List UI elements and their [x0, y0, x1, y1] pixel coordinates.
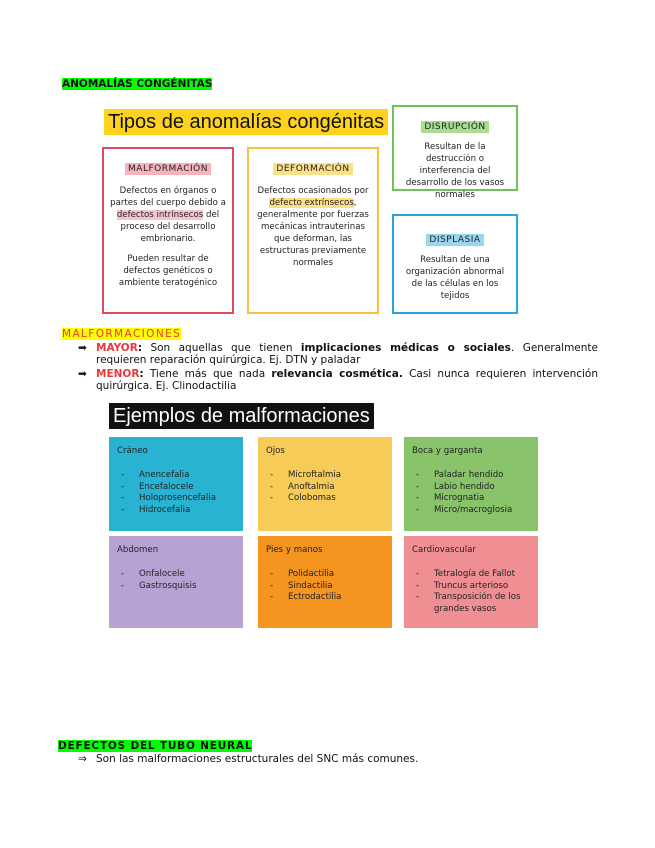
box-title: DISPLASIA	[426, 234, 483, 246]
box-title: DISRUPCIÓN	[421, 121, 488, 133]
cell-title: Pies y manos	[266, 545, 323, 555]
box-text: Pueden resultar de defectos genéticos o ambiente teratogénico	[118, 254, 218, 288]
list-item: - Transposición de los grandes vasos	[412, 592, 530, 616]
box-title: DEFORMACIÓN	[273, 163, 352, 175]
section-heading-tubo-neural: DEFECTOS DEL TUBO NEURAL	[58, 740, 253, 752]
arrow-icon: ➡	[78, 368, 87, 380]
box-text: Resultan de una organización abnormal de las células en los tejidos	[405, 255, 505, 301]
cell-abdomen	[109, 536, 243, 628]
section-heading-anomalias: ANOMALÍAS CONGÉNITAS	[62, 78, 213, 90]
list-item: - Micrognatia	[412, 493, 530, 505]
list-item: - Sindactilia	[266, 581, 384, 593]
list-item: - Gastrosquisis	[117, 581, 235, 593]
bullet-menor: ➡ MENOR: Tiene más que nada relevancia cosmética. Casi nunca requieren intervención quirúrgica. Ej. Clinodactilia	[78, 368, 599, 392]
figure-ejemplos-malformaciones	[106, 402, 538, 634]
list-item: - Tetralogía de Fallot	[412, 569, 530, 581]
section-heading-malformaciones: MALFORMACIONES	[62, 328, 182, 340]
box-text: Resultan de la destrucción o interferencia del desarrollo de los vasos normales	[405, 142, 505, 200]
box-text: Defectos ocasionados por defecto extrínsecos, generalmente por fuerzas mecánicas intrauterinas que deforman, las estructuras previamente normales	[257, 186, 369, 268]
cell-pies-manos	[258, 536, 392, 628]
list-item: - Truncus arterioso	[412, 581, 530, 593]
list-item: - Holoprosencefalia	[117, 493, 235, 505]
list-item: - Labio hendido	[412, 482, 530, 494]
bullet-tubo-neural: ⇒ Son las malformaciones estructurales del SNC más comunes.	[78, 753, 419, 765]
cell-title: Cardiovascular	[412, 545, 476, 555]
figure-title: Ejemplos de malformaciones	[109, 403, 374, 429]
list-item: - Anencefalia	[117, 470, 235, 482]
box-text: Defectos en órganos o partes del cuerpo debido a defectos intrínsecos del proceso del desarrollo embrionario.	[110, 186, 226, 244]
cell-cardiovascular	[404, 536, 538, 628]
cell-title: Abdomen	[117, 545, 159, 555]
box-displasia	[392, 214, 518, 314]
list-item: - Ectrodactilia	[266, 592, 384, 604]
list-item: - Colobomas	[266, 493, 384, 505]
list-item: - Encefalocele	[117, 482, 235, 494]
cell-ojos	[258, 437, 392, 531]
list-item: - Microftalmia	[266, 470, 384, 482]
list-item: - Paladar hendido	[412, 470, 530, 482]
list-item: - Polidactilia	[266, 569, 384, 581]
list-item: - Onfalocele	[117, 569, 235, 581]
cell-title: Ojos	[266, 446, 285, 456]
list-item: - Hidrocefalia	[117, 505, 235, 517]
cell-boca-garganta	[404, 437, 538, 531]
cell-title: Boca y garganta	[412, 446, 483, 456]
arrow-icon: ➡	[78, 342, 87, 354]
bullet-mayor: ➡ MAYOR: Son aquellas que tienen implicaciones médicas o sociales. Generalmente requieren reparación quirúrgica. Ej. DTN y paladar	[78, 342, 598, 366]
box-title: MALFORMACIÓN	[125, 163, 211, 175]
list-item: - Micro/macroglosia	[412, 505, 530, 517]
cell-title: Cráneo	[117, 446, 148, 456]
figure-title: Tipos de anomalías congénitas	[104, 109, 388, 135]
box-deformacion	[247, 147, 379, 314]
cell-craneo	[109, 437, 243, 531]
figure-tipos-anomalias	[96, 103, 526, 318]
list-item: - Anoftalmia	[266, 482, 384, 494]
box-disrupcion	[392, 105, 518, 200]
arrow-icon: ⇒	[78, 753, 87, 765]
box-malformacion	[102, 147, 234, 314]
